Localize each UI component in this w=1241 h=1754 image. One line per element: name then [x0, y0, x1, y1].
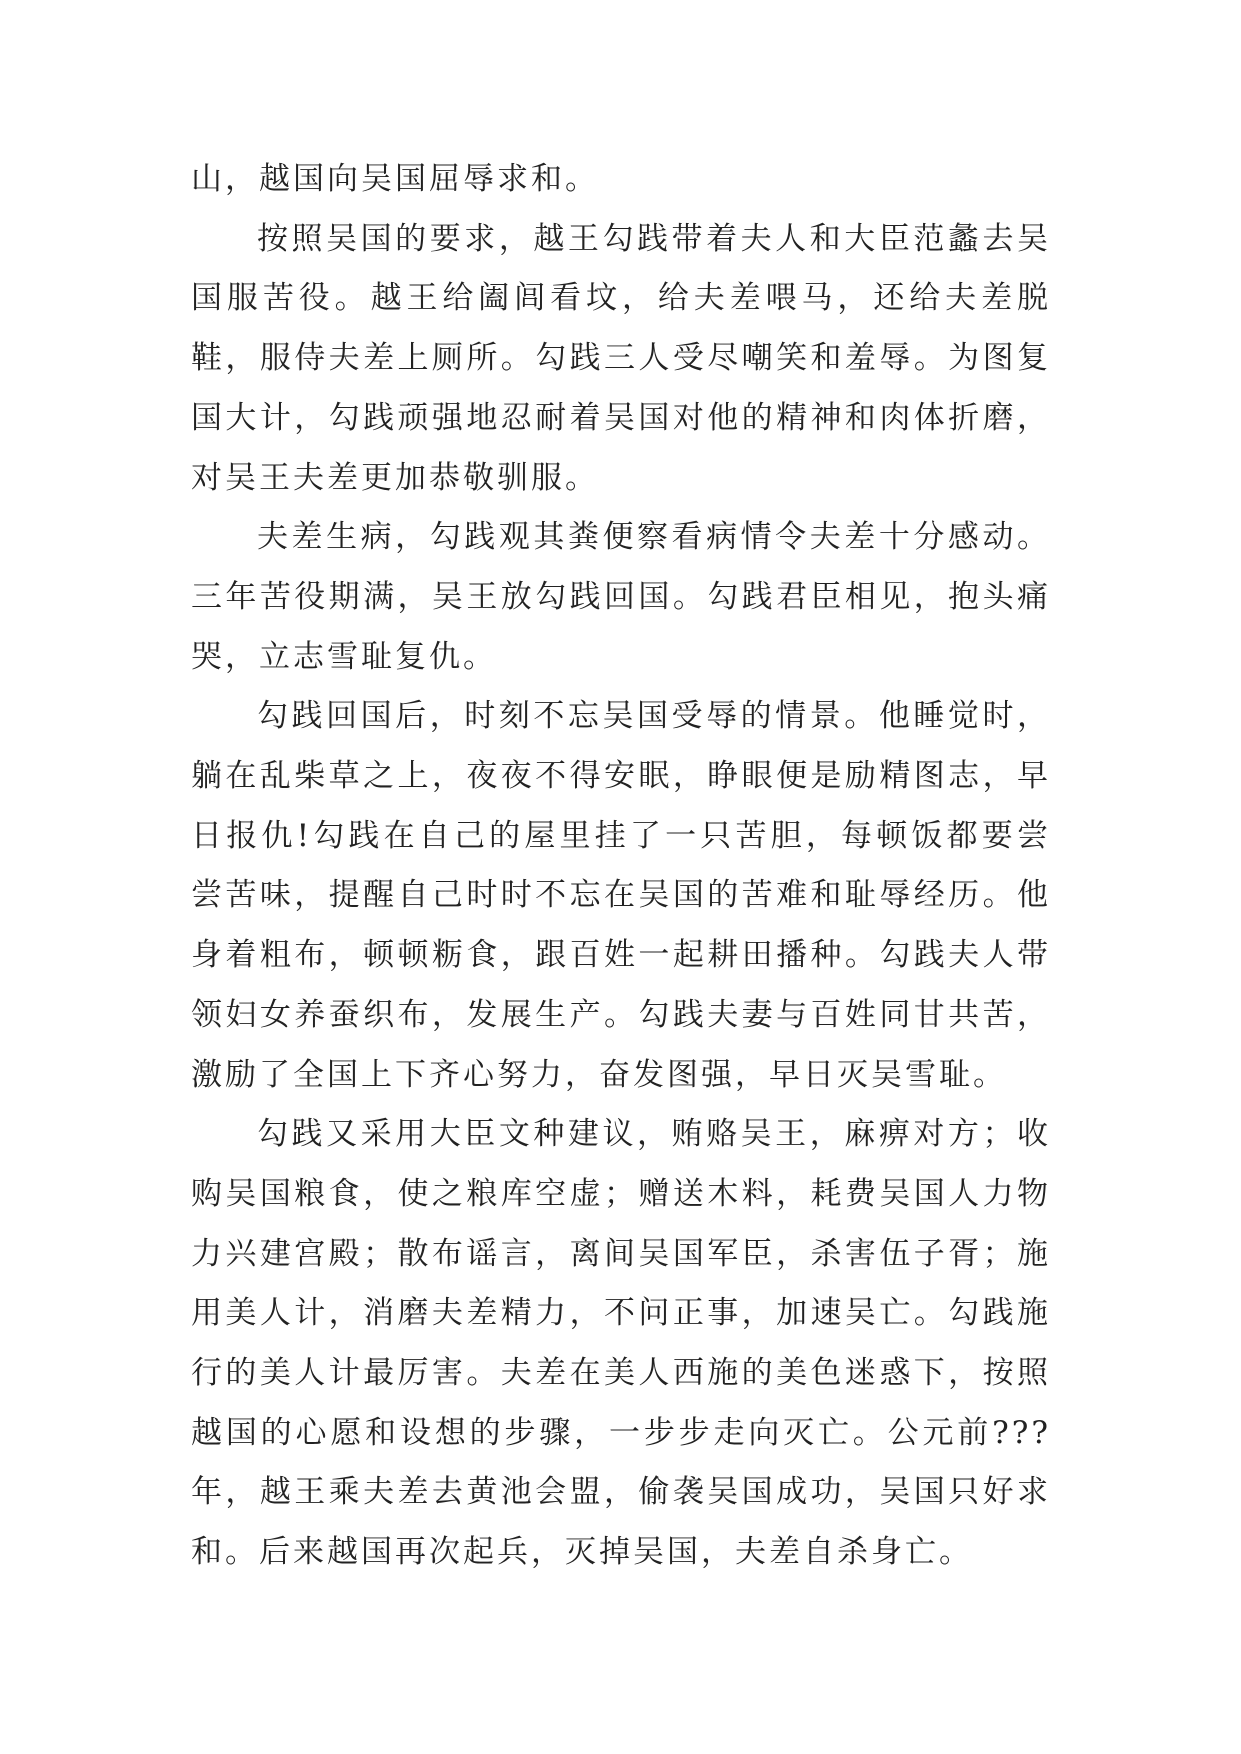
- paragraph: 勾践又采用大臣文种建议，贿赂吴王，麻痹对方；收购吴国粮食，使之粮库空虚；赠送木料，耗费吴国人力物力兴建宫殿；散布谣言，离间吴国军臣，杀害伍子胥；施用美人计，消磨夫差精力，不问正事，加速吴亡。勾践施行的美人计最厉害。夫差在美人西施的美色迷惑下，按照越国的心愿和设想的步骤，一步步走向灭亡。公元前???年，越王乘夫差去黄池会盟，偷袭吴国成功，吴国只好求和。后来越国再次起兵，灭掉吴国，夫差自杀身亡。: [191, 1116, 1051, 1571]
- paragraph: 勾践回国后，时刻不忘吴国受辱的情景。他睡觉时，躺在乱柴草之上，夜夜不得安眠，睁眼便是励精图志，早日报仇!勾践在自己的屋里挂了一只苦胆，每顿饭都要尝尝苦味，提醒自己时时不忘在吴国的苦难和耻辱经历。他身着粗布，顿顿粝食，跟百姓一起耕田播种。勾践夫人带领妇女养蚕织布，发展生产。勾践夫妻与百姓同甘共苦，激励了全国上下齐心努力，奋发图强，早日灭吴雪耻。: [191, 698, 1051, 1093]
- paragraph-continuation: 山，越国向吴国屈辱求和。: [191, 161, 599, 197]
- body-text: [191, 150, 1051, 1583]
- paragraph: 按照吴国的要求，越王勾践带着夫人和大臣范蠡去吴国服苦役。越王给阖闾看坟，给夫差喂马，还给夫差脱鞋，服侍夫差上厕所。勾践三人受尽嘲笑和羞辱。为图复国大计，勾践顽强地忍耐着吴国对他的精神和肉体折磨，对吴王夫差更加恭敬驯服。: [191, 220, 1051, 496]
- paragraph: 夫差生病，勾践观其粪便察看病情令夫差十分感动。三年苦役期满，吴王放勾践回国。勾践君臣相见，抱头痛哭，立志雪耻复仇。: [191, 519, 1051, 675]
